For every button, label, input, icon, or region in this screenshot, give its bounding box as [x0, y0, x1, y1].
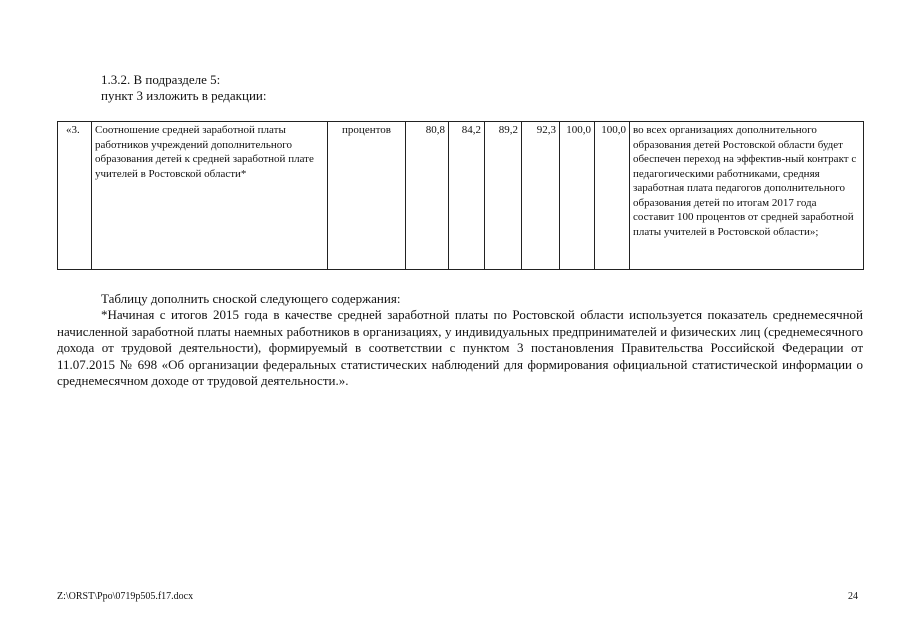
value-cell: 84,2: [449, 122, 485, 270]
section-heading: 1.3.2. В подразделе 5:: [101, 72, 221, 87]
expected-result: во всех организациях дополнительного образования детей Ростовской области будет обеспечен переход на эффектив-ный контракт с педагогическими работниками, средняя заработная плата педагогов дополнительного образования детей по итогам 2017 года составит 100 процентов от средней заработной платы учителей в Ростовской области»;: [630, 122, 864, 270]
value-cell: 100,0: [560, 122, 595, 270]
value-cell: 100,0: [595, 122, 630, 270]
value-cell: 92,3: [522, 122, 560, 270]
section-subheading: пункт 3 изложить в редакции:: [101, 88, 267, 103]
value-cell: 89,2: [485, 122, 522, 270]
unit-cell: процентов: [328, 122, 406, 270]
footnote-text: *Начиная с итогов 2015 года в качестве средней заработной платы по Ростовской области используется показатель среднемесячной начисленной заработной платы наемных работников в организациях, у индивидуальных предпринимателей и физических лиц (среднемесячного дохода от трудовой деятельности), формируемый в соответствии с пунктом 3 постановления Правительства Российской Федерации от 11.07.2015 № 698 «Об организации федеральных статистических наблюдений для формирования официальной статистической информации о среднемесячном доходе от трудовой деятельности.».: [57, 307, 863, 388]
table-row: [58, 122, 864, 270]
page-number: 24: [848, 591, 858, 602]
amendment-table: [57, 121, 864, 270]
indicator-name: Соотношение средней заработной платы работников учреждений дополнительного образования детей к средней заработной плате учителей в Ростовской области*: [92, 122, 328, 270]
footnote-intro: Таблицу дополнить сноской следующего содержания:: [101, 291, 401, 306]
row-number: «3.: [58, 122, 92, 270]
footer-file-path: Z:\ORST\Ppo\0719p505.f17.docx: [57, 591, 194, 602]
value-cell: 80,8: [406, 122, 449, 270]
